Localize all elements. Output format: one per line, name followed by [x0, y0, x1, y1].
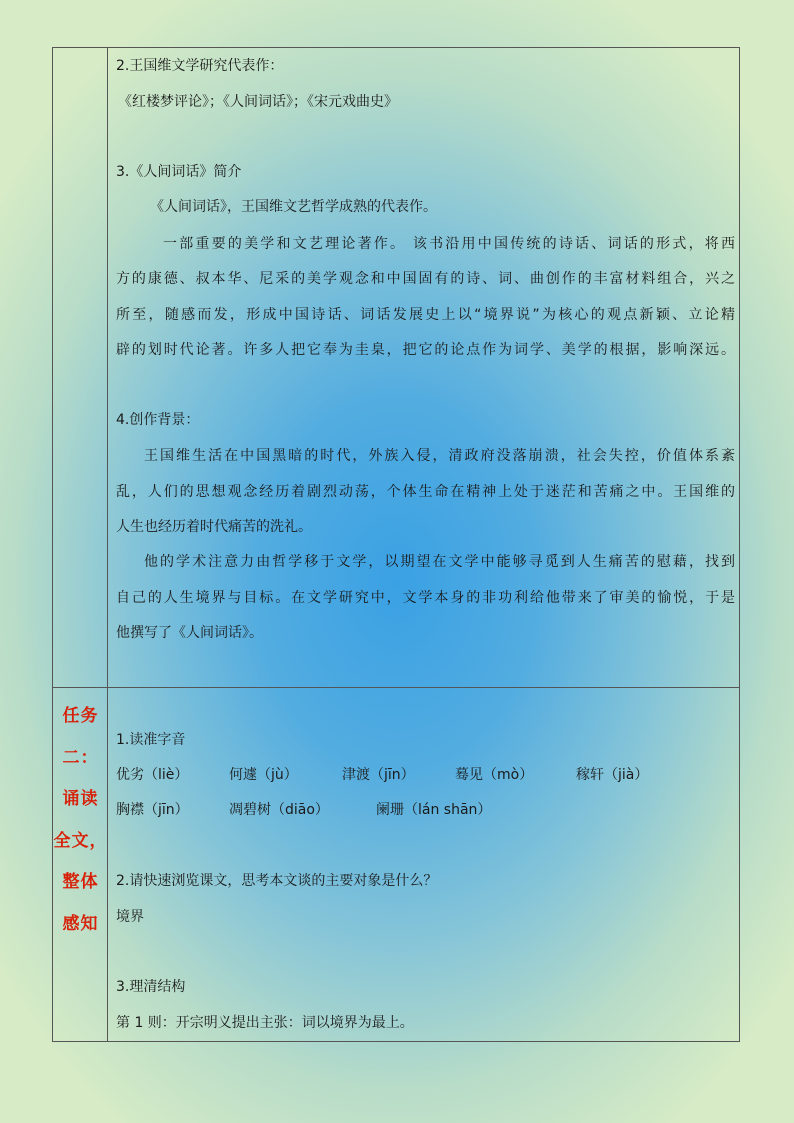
rep-works-list: 《红楼梦评论》；《人间词话》；《宋元戏曲史》 — [118, 94, 398, 110]
task-label-line: 整体 — [62, 872, 99, 892]
intro-para-line: 辟的划时代论著。许多人把它奉为圭臬，把它的论点作为词学、美学的根据，影响深远。 — [116, 342, 735, 358]
row-content-cell — [108, 48, 739, 687]
background-para-line: 人生也经历着时代痛苦的洗礼。 — [116, 519, 312, 535]
pronunciation-item: 津渡（jīn） — [342, 767, 415, 783]
pronunciation-item: 胸襟（jīn） — [116, 802, 189, 818]
intro-para-line: 一部重要的美学和文艺理论著作。 该书沿用中国传统的诗话、词话的形式，将西 — [163, 236, 735, 252]
question-title: 2.请快速浏览课文，思考本文谈的主要对象是什么？ — [116, 873, 438, 889]
intro-title: 3.《人间词话》简介 — [116, 164, 242, 180]
intro-line: 《人间词话》，王国维文艺哲学成熟的代表作。 — [150, 199, 437, 215]
document-table — [52, 47, 740, 1042]
pronunciation-item: 蓦见（mò） — [455, 767, 534, 783]
structure-title: 3.理清结构 — [116, 979, 186, 995]
task-label-line: 感知 — [62, 913, 99, 934]
task-content-cell — [108, 688, 739, 1041]
intro-para-line: 所至，随感而发，形成中国诗话、词话发展史上以“境界说”为核心的观点新颖、立论精 — [116, 307, 735, 323]
intro-para-line: 方的康德、叔本华、尼采的美学观念和中国固有的诗、词、曲创作的丰富材料组合，兴之 — [116, 271, 735, 287]
task-label-line: 诵读 — [62, 789, 99, 809]
task-label — [53, 696, 108, 945]
pronunciation-item: 阑珊（lán shān） — [376, 802, 492, 818]
task-label-line: 全文， — [53, 830, 108, 851]
task-label-line: 二： — [62, 747, 99, 768]
background-title: 4.创作背景： — [116, 412, 200, 428]
pronunciation-title: 1.读准字音 — [116, 732, 186, 748]
pronunciation-item: 优劣（liè） — [116, 767, 189, 783]
pronunciation-item: 凋碧树（diāo） — [229, 802, 329, 818]
rep-works-title: 2.王国维文学研究代表作： — [116, 58, 284, 74]
background-para-line: 他撰写了《人间词话》。 — [116, 625, 263, 641]
background-para-line: 自己的人生境界与目标。在文学研究中，文学本身的非功利给他带来了审美的愉悦，于是 — [116, 590, 735, 606]
background-para-line: 王国维生活在中国黑暗的时代，外族入侵，清政府没落崩溃，社会失控，价值体系紊 — [144, 448, 735, 464]
table-row-task-two — [53, 688, 739, 1041]
structure-item: 第 1 则：开宗明义提出主张：词以境界为最上。 — [116, 1015, 414, 1031]
pronunciation-item: 稼轩（jià） — [576, 767, 649, 783]
background-para-line: 他的学术注意力由哲学移于文学，以期望在文学中能够寻觅到人生痛苦的慰藉，找到 — [144, 554, 735, 570]
task-label-line: 任务 — [62, 706, 99, 726]
row-label-cell — [53, 48, 108, 687]
pronunciation-item: 何遽（jù） — [229, 767, 298, 783]
background-para-line: 乱，人们的思想观念经历着剧烈动荡，个体生命在精神上处于迷茫和苦痛之中。王国维的 — [116, 484, 735, 500]
table-row-background — [53, 48, 739, 688]
task-label-cell — [53, 688, 108, 1041]
question-answer: 境界 — [116, 909, 144, 925]
